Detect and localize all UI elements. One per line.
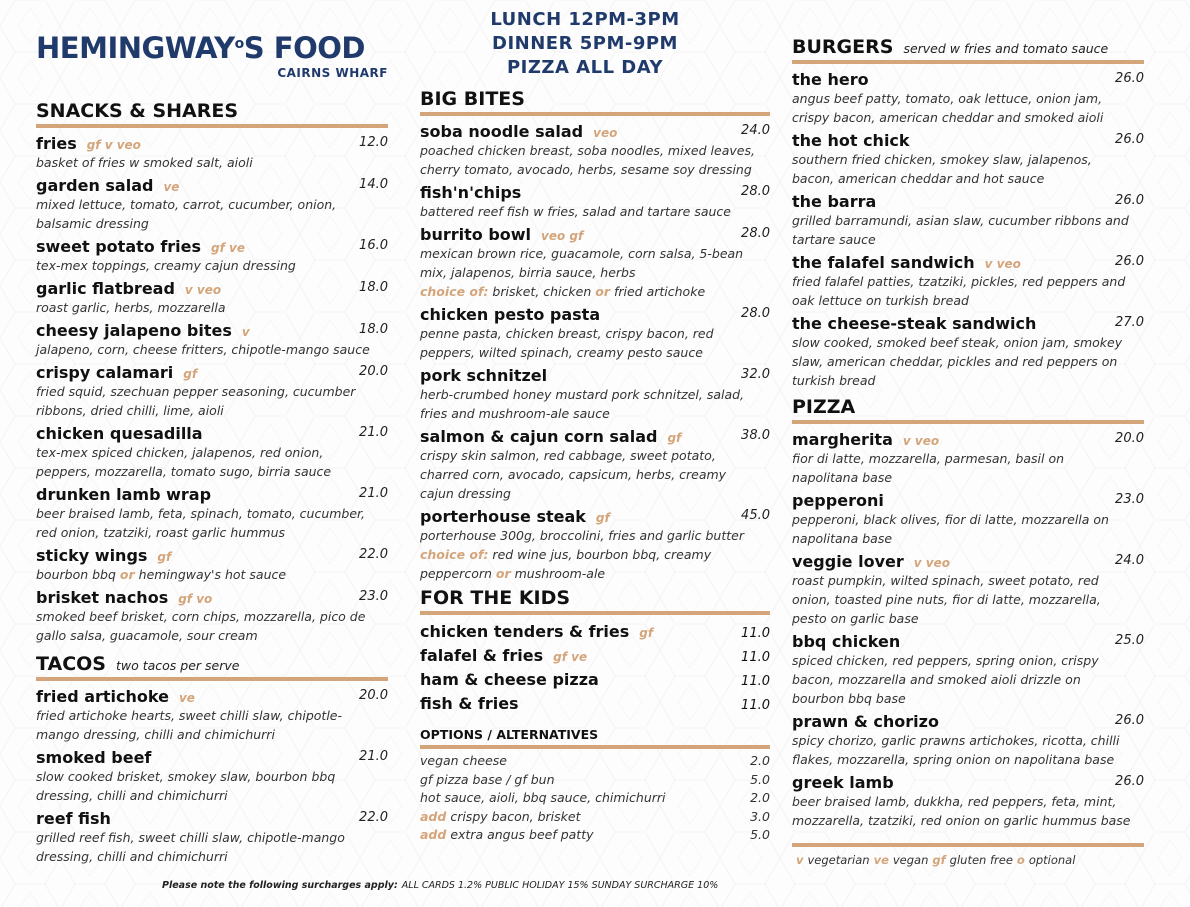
option-row xyxy=(420,789,770,808)
menu-item-header xyxy=(792,632,1144,651)
menu-item-description: tex-mex toppings, creamy cajun dressing xyxy=(36,258,296,273)
menu-item-name: burrito bowl xyxy=(420,225,532,244)
menu-item-name: porterhouse steak xyxy=(420,507,586,526)
dietary-tags: veo gf xyxy=(541,229,584,243)
menu-item-header xyxy=(420,183,770,202)
menu-item-header xyxy=(36,134,388,153)
menu-item-name: pork schnitzel xyxy=(420,366,548,385)
dietary-tags: gf xyxy=(595,511,610,525)
menu-item xyxy=(36,321,388,359)
menu-item-price: 21.0 xyxy=(359,425,388,440)
menu-item-description: spicy chorizo, garlic prawns artichokes, ricotta, chilli flakes, mozzarella, spring onion on napolitana base xyxy=(792,733,1120,767)
option-row xyxy=(420,826,770,845)
menu-item-price: 24.0 xyxy=(1115,553,1144,568)
menu-item-name: chicken tenders & fries xyxy=(420,622,630,641)
menu-item-header xyxy=(36,321,388,340)
menu-item-price: 23.0 xyxy=(359,589,388,604)
menu-item-description: slow cooked, smoked beef steak, onion jam, smokey slaw, american cheddar, pickles and red peppers on turkish bread xyxy=(792,335,1123,388)
menu-item-description: herb-crumbed honey mustard pork schnitzel, salad, fries and mushroom-ale sauce xyxy=(420,387,745,421)
menu-item-price: 27.0 xyxy=(1115,315,1144,330)
menu-item xyxy=(792,712,1144,769)
menu-item-name: fried artichoke xyxy=(36,687,169,706)
option-row xyxy=(420,771,770,790)
menu-item-name: drunken lamb wrap xyxy=(36,485,212,504)
menu-item-price: 26.0 xyxy=(1115,132,1144,147)
menu-item-description: pepperoni, black olives, fior di latte, mozzarella on napolitana base xyxy=(792,512,1109,546)
menu-item-header xyxy=(36,279,388,298)
menu-item-price: 14.0 xyxy=(359,177,388,192)
menu-item-description: jalapeno, corn, cheese fritters, chipotle-mango sauce xyxy=(36,342,370,357)
add-word: add xyxy=(420,827,447,842)
dietary-tags: ve xyxy=(178,691,195,705)
option-price: 2.0 xyxy=(750,753,770,768)
menu-item-description: mixed lettuce, tomato, carrot, cucumber, onion, balsamic dressing xyxy=(36,197,337,231)
menu-item xyxy=(420,366,770,423)
menu-item xyxy=(420,305,770,362)
menu-item-price: 26.0 xyxy=(1115,774,1144,789)
legend-key: ve xyxy=(873,853,889,867)
menu-item-header xyxy=(36,176,388,195)
brand-logo xyxy=(36,32,396,80)
menu-item-description: grilled barramundi, asian slaw, cucumber ribbons and tartare sauce xyxy=(792,213,1129,247)
option-text: gf pizza base / gf bun xyxy=(420,771,555,787)
menu-item xyxy=(792,430,1144,487)
menu-item-description: fior di latte, mozzarella, parmesan, basil on napolitana base xyxy=(792,451,1065,485)
menu-item-header xyxy=(792,773,1144,792)
kids-item-left xyxy=(420,693,519,715)
menu-item-description: roast garlic, herbs, mozzarella xyxy=(36,300,226,315)
menu-item-name: fries xyxy=(36,134,77,153)
menu-item-description: mexican brown rice, guacamole, corn salsa, 5-bean mix, jalapenos, birria sauce, herbs xyxy=(420,246,744,280)
option-label xyxy=(420,826,594,845)
or-word: or xyxy=(595,284,610,299)
menu-item-description xyxy=(36,565,388,584)
choice-line xyxy=(420,282,770,301)
menu-item-description: smoked beef brisket, corn chips, mozzarella, pico de gallo salsa, guacamole, sour cream xyxy=(36,609,366,643)
option-row xyxy=(420,752,770,771)
menu-item-name: bbq chicken xyxy=(792,632,901,651)
snacks-section xyxy=(36,100,388,645)
menu-item-name: salmon & cajun corn salad xyxy=(420,427,658,446)
option-label xyxy=(420,789,666,808)
menu-item xyxy=(36,748,388,805)
legend-key: o xyxy=(1016,853,1025,867)
menu-item-price: 21.0 xyxy=(359,749,388,764)
menu-item-price: 12.0 xyxy=(359,135,388,150)
menu-item-price: 32.0 xyxy=(741,367,770,382)
kids-item xyxy=(420,669,770,693)
menu-item xyxy=(420,507,770,583)
menu-item-header xyxy=(792,430,1144,449)
menu-item-name: veggie lover xyxy=(792,552,904,571)
dietary-tags: gf vo xyxy=(178,592,213,606)
menu-item-description: basket of fries w smoked salt, aioli xyxy=(36,155,253,170)
menu-item-description: beer braised lamb, dukkha, red peppers, feta, mint, mozzarella, tzatziki, red onion on garlic hummus base xyxy=(792,794,1131,828)
legend-key: gf xyxy=(932,853,946,867)
menu-item-name: fish & fries xyxy=(420,694,519,713)
dietary-tags: veo xyxy=(593,126,618,140)
menu-item-name: garden salad xyxy=(36,176,154,195)
option-row xyxy=(420,808,770,827)
menu-item-price: 26.0 xyxy=(1115,193,1144,208)
section-header: FOR THE KIDS xyxy=(420,587,770,615)
menu-item-description: crispy skin salmon, red cabbage, sweet potato, charred corn, avocado, capsicum, herbs, creamy cajun dressing xyxy=(420,448,727,501)
menu-item xyxy=(36,588,388,645)
menu-item-name: the barra xyxy=(792,192,877,211)
menu-item-header xyxy=(36,237,388,256)
menu-item-price: 20.0 xyxy=(359,364,388,379)
menu-item xyxy=(36,176,388,233)
option-text: extra angus beef patty xyxy=(446,827,594,842)
dietary-tags: gf v veo xyxy=(86,138,141,152)
menu-item-price: 22.0 xyxy=(359,547,388,562)
menu-item-header xyxy=(792,552,1144,571)
menu-item-price: 21.0 xyxy=(359,486,388,501)
menu-item-price: 16.0 xyxy=(359,238,388,253)
menu-item-name: the falafel sandwich xyxy=(792,253,975,272)
menu-item-price: 18.0 xyxy=(359,322,388,337)
option-price: 5.0 xyxy=(750,827,770,842)
option-text: vegan cheese xyxy=(420,753,507,768)
option-text: hot sauce, aioli, bbq sauce, chimichurri xyxy=(420,790,666,805)
menu-item xyxy=(36,279,388,317)
option-label xyxy=(420,752,507,771)
burgers-section xyxy=(792,36,1144,390)
dietary-tags: v veo xyxy=(902,434,940,448)
menu-item-header xyxy=(792,253,1144,272)
menu-item-description: southern fried chicken, smokey slaw, jalapenos, bacon, american cheddar and hot sauce xyxy=(792,152,1092,186)
dietary-legend xyxy=(792,843,1144,867)
menu-item-header xyxy=(792,314,1144,333)
menu-item-price: 11.0 xyxy=(741,650,770,665)
bigbites-section xyxy=(420,88,770,583)
menu-item-name: sticky wings xyxy=(36,546,148,565)
dietary-tags: v xyxy=(241,325,250,339)
choice-label: choice of: xyxy=(420,284,489,299)
menu-item-name: chicken pesto pasta xyxy=(420,305,601,324)
dietary-tags: gf ve xyxy=(211,241,245,255)
menu-item-description: roast pumpkin, wilted spinach, sweet potato, red onion, toasted pine nuts, fior di latte, mozzarella, pesto on garlic base xyxy=(792,573,1101,626)
menu-item-price: 26.0 xyxy=(1115,71,1144,86)
menu-item xyxy=(420,225,770,301)
dietary-tags: gf xyxy=(667,431,682,445)
menu-item xyxy=(420,122,770,179)
menu-item-description: porterhouse 300g, broccolini, fries and garlic butter xyxy=(420,528,744,543)
menu-item-header xyxy=(792,131,1144,150)
menu-item-name: pepperoni xyxy=(792,491,884,510)
right-column xyxy=(792,36,1144,834)
dietary-tags: gf xyxy=(157,550,172,564)
menu-item xyxy=(36,546,388,584)
dietary-tags: gf ve xyxy=(553,650,588,664)
legend-text: vegetarian xyxy=(807,853,870,867)
menu-item-header xyxy=(792,491,1144,510)
kids-item-left xyxy=(420,669,599,691)
menu-item-name: falafel & fries xyxy=(420,646,544,665)
menu-item-name: soba noodle salad xyxy=(420,122,584,141)
menu-item-name: greek lamb xyxy=(792,773,894,792)
menu-item xyxy=(792,552,1144,628)
dietary-tags: v veo xyxy=(984,257,1021,271)
menu-item-header xyxy=(36,424,388,443)
menu-item-description: poached chicken breast, soba noodles, mixed leaves, cherry tomato, avocado, herbs, sesame soy dressing xyxy=(420,143,755,177)
option-price: 2.0 xyxy=(750,790,770,805)
menu-item-description: penne pasta, chicken breast, crispy bacon, red peppers, wilted spinach, creamy pesto sauce xyxy=(420,326,714,360)
menu-item-header xyxy=(36,363,388,382)
legend-text: optional xyxy=(1028,853,1076,867)
tacos-section xyxy=(36,653,388,866)
menu-item-header xyxy=(36,588,388,607)
menu-item-price: 26.0 xyxy=(1115,713,1144,728)
menu-item-name: sweet potato fries xyxy=(36,237,202,256)
menu-item-description: beer braised lamb, feta, spinach, tomato, cucumber, red onion, tzatziki, roast garlic hummus xyxy=(36,506,366,540)
dietary-tags: ve xyxy=(163,180,180,194)
kids-section xyxy=(420,587,770,717)
choice-label: choice of: xyxy=(420,547,489,562)
menu-item-price: 20.0 xyxy=(359,688,388,703)
menu-item-price: 26.0 xyxy=(1115,254,1144,269)
menu-item xyxy=(792,632,1144,708)
section-header: TACOS two tacos per serve xyxy=(36,653,388,681)
menu-item-name: margherita xyxy=(792,430,893,449)
menu-item-name: cheesy jalapeno bites xyxy=(36,321,232,340)
menu-item xyxy=(792,192,1144,249)
menu-item-price: 11.0 xyxy=(741,698,770,713)
menu-item xyxy=(36,687,388,744)
menu-item-description: angus beef patty, tomato, oak lettuce, onion jam, crispy bacon, american cheddar and smoked aioli xyxy=(792,91,1104,125)
menu-item-header xyxy=(36,485,388,504)
menu-item-price: 28.0 xyxy=(741,226,770,241)
legend-text: gluten free xyxy=(949,853,1013,867)
brand-name: HEMINGWAY$^o$S FOOD xyxy=(36,31,365,65)
option-label xyxy=(420,808,581,827)
menu-item xyxy=(36,363,388,420)
left-column xyxy=(36,100,388,870)
menu-item xyxy=(792,314,1144,390)
opening-hours: LUNCH 12PM-3PM DINNER 5PM-9PM PIZZA ALL DAY xyxy=(490,9,680,78)
menu-item-price: 11.0 xyxy=(741,626,770,641)
desc-part: hemingway's hot sauce xyxy=(134,567,287,582)
legend-key: v xyxy=(796,853,804,867)
menu-item-header xyxy=(420,427,770,446)
dietary-tags: gf xyxy=(639,626,654,640)
menu-item-description: fried artichoke hearts, sweet chilli slaw, chipotle-mango dressing, chilli and chimichurri xyxy=(36,708,342,742)
option-text: crispy bacon, brisket xyxy=(446,808,581,824)
menu-item-price: 24.0 xyxy=(741,123,770,138)
menu-item-name: crispy calamari xyxy=(36,363,174,382)
menu-item-header xyxy=(792,70,1144,89)
menu-item xyxy=(792,253,1144,310)
menu-item-price: 28.0 xyxy=(741,184,770,199)
menu-item xyxy=(36,134,388,172)
menu-item-description: grilled reef fish, sweet chilli slaw, chipotle-mango dressing, chilli and chimichurri xyxy=(36,830,345,864)
pizza-section xyxy=(792,396,1144,830)
or-word: or xyxy=(119,567,135,582)
add-word: add xyxy=(420,808,447,824)
menu-item xyxy=(792,70,1144,127)
menu-item xyxy=(36,485,388,542)
kids-item-left xyxy=(420,645,587,668)
kids-item-left xyxy=(420,621,653,644)
menu-item-header xyxy=(420,366,770,385)
kids-item xyxy=(420,645,770,669)
dietary-tags: v veo xyxy=(913,556,950,570)
menu-item-name: the hero xyxy=(792,70,869,89)
option-price: 5.0 xyxy=(750,771,770,787)
menu-item-name: brisket nachos xyxy=(36,588,169,607)
menu-item-description: fried squid, szechuan pepper seasoning, cucumber ribbons, dried chilli, lime, aioli xyxy=(36,384,356,418)
dietary-tags: gf xyxy=(183,367,198,381)
menu-item-name: the cheese-steak sandwich xyxy=(792,314,1037,333)
choice-part: brisket, chicken xyxy=(488,284,596,299)
option-price: 3.0 xyxy=(750,808,770,824)
menu-item xyxy=(792,131,1144,188)
middle-column xyxy=(420,88,770,845)
menu-item xyxy=(36,809,388,866)
menu-item-header xyxy=(420,122,770,141)
menu-item-name: ham & cheese pizza xyxy=(420,670,599,689)
options-section xyxy=(420,727,770,845)
menu-item-price: 22.0 xyxy=(359,810,388,825)
section-header: PIZZA xyxy=(792,396,1144,424)
surcharge-footer: Please note the following surcharges apply: ALL CARDS 1.2% PUBLIC HOLIDAY 15% SUNDAY SURCHARGE 10% xyxy=(162,880,719,891)
menu-item-header xyxy=(36,546,388,565)
menu-item-price: 45.0 xyxy=(741,508,770,523)
menu-item-description: spiced chicken, red peppers, spring onion, crispy bacon, mozzarella and smoked aioli drizzle on bourbon bbq base xyxy=(792,653,1099,706)
menu-item-description: tex-mex spiced chicken, jalapenos, red onion, peppers, mozzarella, tomato sugo, birria sauce xyxy=(36,445,332,479)
kids-item xyxy=(420,693,770,717)
choice-part: fried artichoke xyxy=(610,284,706,299)
menu-item-name: chicken quesadilla xyxy=(36,424,203,443)
menu-item-price: 23.0 xyxy=(1115,492,1144,507)
kids-item xyxy=(420,621,770,645)
menu-item-name: fish'n'chips xyxy=(420,183,522,202)
menu-item-name: reef fish xyxy=(36,809,111,828)
choice-part: red wine jus, bourbon bbq, creamy peppercorn xyxy=(420,547,712,581)
menu-item-header xyxy=(36,809,388,828)
or-word: or xyxy=(495,566,511,581)
menu-item-price: 38.0 xyxy=(741,428,770,443)
menu-item xyxy=(420,183,770,221)
menu-item-description: fried falafel patties, tzatziki, pickles, red peppers and oak lettuce on turkish bread xyxy=(792,274,1126,308)
menu-item-name: garlic flatbread xyxy=(36,279,175,298)
options-header: OPTIONS / ALTERNATIVES xyxy=(420,727,770,749)
menu-item-name: smoked beef xyxy=(36,748,152,767)
menu-item-name: prawn & chorizo xyxy=(792,712,939,731)
menu-item xyxy=(420,427,770,503)
menu-item xyxy=(792,773,1144,830)
menu-item-price: 11.0 xyxy=(741,674,770,689)
menu-item-price: 25.0 xyxy=(1115,633,1144,648)
menu-item xyxy=(36,237,388,275)
menu-item-price: 28.0 xyxy=(741,306,770,321)
section-header: BIG BITES xyxy=(420,88,770,116)
menu-item-description: battered reef fish w fries, salad and tartare sauce xyxy=(420,204,731,219)
menu-item-price: 20.0 xyxy=(1115,431,1144,446)
desc-part: bourbon bbq xyxy=(36,567,120,582)
menu-item-header xyxy=(36,748,388,767)
menu-item-header xyxy=(420,305,770,324)
menu-item xyxy=(792,491,1144,548)
option-label xyxy=(420,771,555,790)
brand-location: CAIRNS WHARF xyxy=(277,66,388,80)
section-header: SNACKS & SHARES xyxy=(36,100,388,128)
menu-item-name: the hot chick xyxy=(792,131,910,150)
menu-item-description: slow cooked brisket, smokey slaw, bourbon bbq dressing, chilli and chimichurri xyxy=(36,769,336,803)
menu-item xyxy=(36,424,388,481)
menu-item-header xyxy=(420,507,770,526)
menu-item-header xyxy=(36,687,388,706)
section-header: BURGERS served w fries and tomato sauce xyxy=(792,36,1144,64)
menu-item-header xyxy=(792,712,1144,731)
legend-text: vegan xyxy=(892,853,929,867)
menu-item-header xyxy=(420,225,770,244)
dietary-tags: v veo xyxy=(184,283,222,297)
choice-line xyxy=(420,545,770,583)
menu-item-header xyxy=(792,192,1144,211)
choice-part: mushroom-ale xyxy=(510,566,606,581)
menu-item-price: 18.0 xyxy=(359,280,388,295)
